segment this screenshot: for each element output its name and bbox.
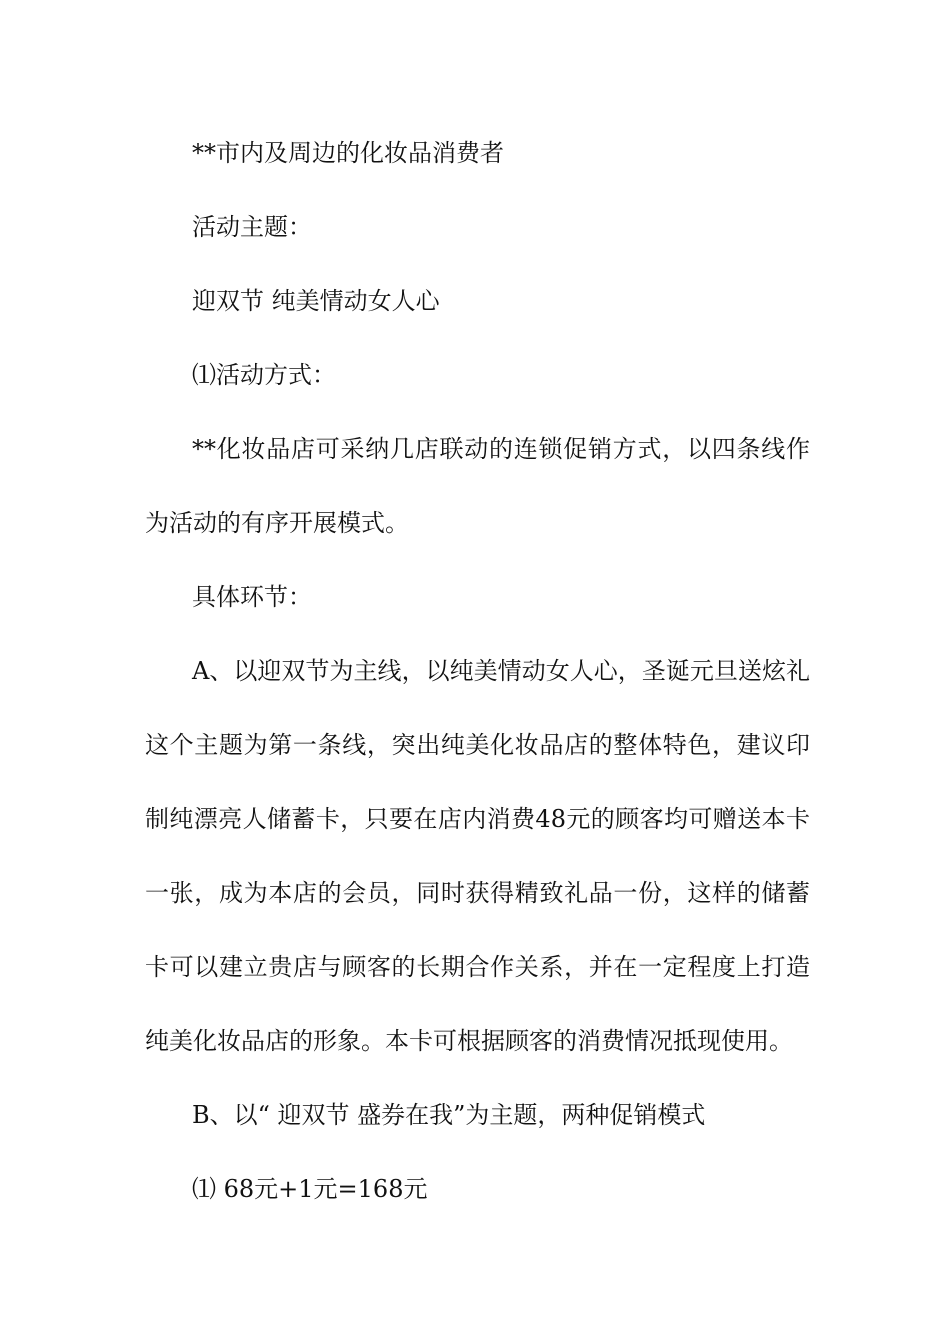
section-b-heading: B、以“ 迎双节 盛券在我”为主题，两种促销模式 (192, 1101, 706, 1129)
promo-item-1: ⑴ 68元+1元=168元 (192, 1175, 428, 1203)
specific-steps-heading: 具体环节： (192, 583, 312, 611)
theme-text: 迎双节 纯美情动女人心 (192, 287, 440, 315)
activity-method-paragraph: **化妆品店可采纳几店联动的连锁促销方式，以四条线作为活动的有序开展模式。 (145, 435, 810, 537)
section-a-paragraph: A、以迎双节为主线，以纯美情动女人心，圣诞元旦送炫礼这个主题为第一条线，突出纯美化妆品店的整体特色，建议印制纯漂亮人储蓄卡，只要在店内消费48元的顾客均可赠送本卡一张，成为本店的会员，同时获得精致礼品一份，这样的储蓄卡可以建立贵店与顾客的长期合作关系，并在一定程度上打造纯美化妆品店的形象。本卡可根据顾客的消费情况抵现使用。 (145, 657, 810, 1055)
target-audience-text: **市内及周边的化妆品消费者 (192, 139, 504, 167)
activity-method-heading: ⑴活动方式： (192, 361, 336, 389)
theme-heading: 活动主题： (192, 213, 312, 241)
